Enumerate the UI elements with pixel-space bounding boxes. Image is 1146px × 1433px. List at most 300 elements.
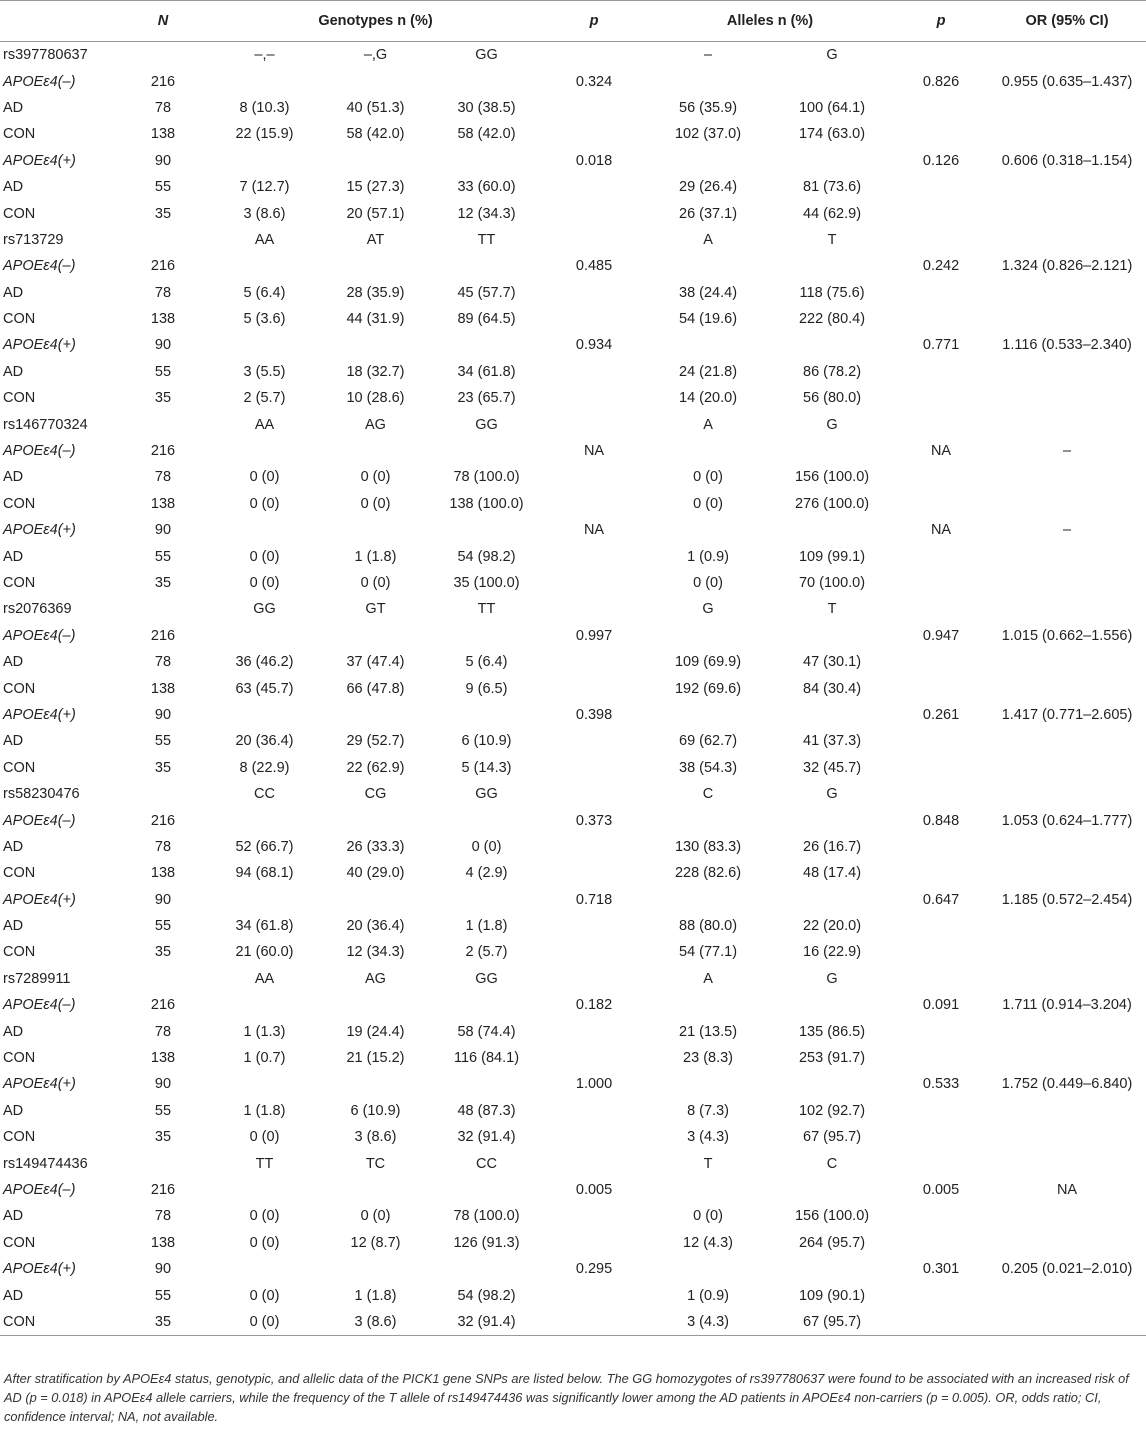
p-genotype-cell: [542, 570, 646, 596]
genotype-1-cell: 2 (5.7): [243, 390, 286, 407]
table-row: [0, 992, 1146, 1018]
p-genotype-cell: [542, 95, 646, 121]
or-cell: [988, 675, 1146, 701]
or-cell: 1.711 (0.914–3.204): [1002, 997, 1132, 1014]
n-cell: 55: [154, 918, 172, 935]
row-label: AD: [3, 99, 24, 116]
p-allele-cell: 0.242: [922, 258, 960, 275]
genotype-2-cell: 29 (52.7): [346, 733, 405, 750]
genotype-1-cell: 5 (6.4): [243, 284, 286, 301]
p-allele-cell: 0.947: [922, 627, 960, 644]
allele-1-cell: 192 (69.6): [674, 680, 742, 697]
or-cell: 1.752 (0.449–6.840): [1001, 1076, 1133, 1093]
n-cell: 138: [150, 680, 176, 697]
p-allele-cell: 0.005: [922, 1181, 960, 1198]
or-cell: [988, 570, 1146, 596]
allele-2-cell: [770, 1071, 894, 1097]
p-genotype-cell: 0.182: [575, 997, 613, 1014]
genotype-2-cell: 3 (8.6): [354, 1129, 397, 1146]
table-row: [0, 385, 1146, 411]
genotype-1-cell: [209, 623, 320, 649]
allele-2-cell: 86 (78.2): [803, 363, 862, 380]
p-genotype-cell: [542, 781, 646, 807]
allele-2-cell: 22 (20.0): [803, 918, 862, 935]
row-label: CON: [3, 311, 36, 328]
allele-2-cell: 222 (80.4): [798, 311, 866, 328]
table-row: [0, 359, 1146, 385]
allele-2-cell: [770, 807, 894, 833]
n-cell: 78: [154, 284, 172, 301]
p-allele-cell: [894, 280, 988, 306]
genotype-1-cell: 8 (22.9): [239, 759, 290, 776]
or-cell: [988, 860, 1146, 886]
genotype-1-cell: 0 (0): [209, 1309, 320, 1336]
row-label: CON: [3, 495, 36, 512]
n-cell: 90: [154, 152, 172, 169]
allele-2-cell: 253 (91.7): [798, 1050, 866, 1067]
genotype-2-cell: 0 (0): [360, 469, 391, 486]
allele-1-cell: 14 (20.0): [679, 390, 738, 407]
table-row: [0, 95, 1146, 121]
genotype-2-cell: 1 (1.8): [354, 1287, 397, 1304]
row-label: rs2076369: [3, 601, 72, 618]
genotype-2-cell: [320, 332, 431, 358]
row-label: APOEε4(+): [3, 337, 76, 354]
table-row: [0, 1309, 1146, 1336]
table-row: [0, 1230, 1146, 1256]
allele-1-cell: 12 (4.3): [683, 1234, 734, 1251]
p-allele-cell: [894, 1309, 988, 1336]
row-label: CON: [3, 944, 36, 961]
p-allele-cell: [894, 781, 988, 807]
table-row: [0, 1282, 1146, 1308]
p-allele-cell: [894, 42, 988, 69]
p-genotype-cell: [542, 1309, 646, 1336]
genotype-2-cell: [320, 438, 431, 464]
p-genotype-cell: [542, 1045, 646, 1071]
genotype-3-cell: [431, 887, 542, 913]
genotype-3-cell: 30 (38.5): [457, 99, 516, 116]
table-row: [0, 860, 1146, 886]
genotype-1-cell: 21 (60.0): [235, 944, 294, 961]
allele-1-cell: 0 (0): [693, 495, 723, 512]
genotype-3-cell: [431, 332, 542, 358]
allele-1-cell: A: [703, 970, 713, 987]
or-cell: [988, 1124, 1146, 1150]
n-cell: 90: [154, 891, 172, 908]
genotype-1-cell: [209, 253, 320, 279]
genotype-3-cell: 5 (6.4): [465, 654, 508, 671]
table-row: [0, 913, 1146, 939]
genotype-3-cell: [431, 148, 542, 174]
allele-2-cell: 16 (22.9): [803, 944, 862, 961]
n-cell: 138: [150, 1234, 176, 1251]
genotype-2-cell: [320, 807, 431, 833]
genotype-3-cell: 54 (98.2): [457, 548, 516, 565]
genotype-3-cell: [431, 253, 542, 279]
allele-1-cell: 23 (8.3): [683, 1050, 734, 1067]
allele-2-cell: [770, 1256, 894, 1282]
allele-1-cell: 38 (24.4): [679, 284, 738, 301]
allele-1-cell: [646, 1256, 770, 1282]
allele-2-cell: G: [826, 47, 838, 64]
p-allele-cell: [894, 649, 988, 675]
or-cell: [988, 95, 1146, 121]
genotype-2-cell: [320, 1177, 431, 1203]
genotype-2-cell: [320, 68, 431, 94]
table-row: [0, 939, 1146, 965]
table-row: [0, 1124, 1146, 1150]
p-allele-cell: [894, 1150, 988, 1176]
p-allele-cell: [894, 174, 988, 200]
table-row: [0, 42, 1146, 69]
genotype-2-cell: [320, 887, 431, 913]
genotype-3-cell: [431, 517, 542, 543]
genotype-3-cell: [431, 1177, 542, 1203]
genotype-1-cell: 94 (68.1): [235, 865, 294, 882]
p-allele-cell: [894, 359, 988, 385]
genotype-3-cell: 116 (84.1): [454, 1050, 520, 1067]
n-cell: 216: [150, 997, 176, 1014]
allele-1-cell: [646, 623, 770, 649]
genotype-2-cell: 28 (35.9): [346, 284, 405, 301]
table-row: [0, 227, 1146, 253]
table-row: [0, 623, 1146, 649]
genotype-1-cell: 1 (0.7): [243, 1050, 286, 1067]
or-cell: [988, 411, 1146, 437]
n-cell: 216: [150, 812, 176, 829]
genotype-2-cell: 40 (29.0): [346, 865, 405, 882]
genotype-1-cell: AA: [254, 231, 275, 248]
table-row: [0, 121, 1146, 147]
genotype-3-cell: 58 (74.4): [457, 1023, 516, 1040]
row-label: AD: [3, 733, 24, 750]
n-cell: 138: [150, 1050, 176, 1067]
allele-1-cell: 26 (37.1): [679, 205, 738, 222]
row-label: CON: [3, 865, 36, 882]
or-cell: [988, 834, 1146, 860]
allele-1-cell: A: [703, 416, 713, 433]
allele-1-cell: [646, 807, 770, 833]
genotype-1-cell: 0 (0): [249, 575, 280, 591]
allele-1-cell: [646, 1177, 770, 1203]
p-genotype-cell: [542, 1150, 646, 1176]
or-cell: [988, 755, 1146, 781]
or-cell: 0.606 (0.318–1.154): [1001, 152, 1133, 169]
p-genotype-cell: [542, 728, 646, 754]
genotype-2-cell: GT: [365, 601, 386, 618]
table-row: [0, 306, 1146, 332]
table-row: [0, 148, 1146, 174]
genotype-1-cell: [209, 1177, 320, 1203]
row-label: AD: [3, 1208, 24, 1225]
genotype-2-cell: AG: [365, 416, 386, 433]
genotype-3-cell: [431, 438, 542, 464]
n-cell: 55: [154, 363, 172, 380]
row-label: rs58230476: [3, 786, 80, 803]
allele-1-cell: 54 (77.1): [679, 944, 738, 961]
row-label: APOEε4(–): [3, 812, 76, 829]
genotype-2-cell: 3 (8.6): [320, 1309, 431, 1336]
header-or: OR (95% CI): [988, 1, 1146, 42]
p-genotype-cell: [542, 1018, 646, 1044]
p-allele-cell: 0.533: [922, 1076, 960, 1093]
allele-2-cell: 67 (95.7): [803, 1129, 862, 1146]
allele-1-cell: 3 (4.3): [687, 1129, 729, 1146]
or-cell: [988, 1282, 1146, 1308]
p-allele-cell: [894, 675, 988, 701]
table-row: [0, 675, 1146, 701]
table-row: [0, 464, 1146, 490]
allele-2-cell: C: [826, 1155, 838, 1172]
row-label: APOEε4(+): [3, 1261, 76, 1278]
p-allele-cell: 0.301: [922, 1261, 960, 1278]
n-cell: [117, 411, 209, 437]
genotype-1-cell: 0 (0): [249, 469, 280, 486]
p-genotype-cell: NA: [583, 443, 605, 460]
table-row: [0, 200, 1146, 226]
p-allele-cell: 0.771: [922, 337, 960, 354]
n-cell: 55: [154, 1102, 172, 1119]
or-cell: [988, 174, 1146, 200]
genotype-3-cell: 12 (34.3): [457, 205, 516, 222]
table-row: [0, 781, 1146, 807]
genotype-2-cell: [320, 992, 431, 1018]
p-allele-cell: [894, 1018, 988, 1044]
p-allele-cell: [894, 1203, 988, 1229]
or-cell: 0.955 (0.635–1.437): [1001, 73, 1133, 90]
p-genotype-cell: 0.398: [575, 706, 613, 723]
genotype-2-cell: 37 (47.4): [346, 654, 405, 671]
allele-1-cell: [646, 1071, 770, 1097]
genotype-2-cell: 21 (15.2): [346, 1050, 405, 1067]
allele-1-cell: 109 (69.9): [674, 654, 742, 671]
row-label: CON: [3, 1129, 36, 1146]
allele-2-cell: 81 (73.6): [803, 179, 862, 196]
p-genotype-cell: [542, 1124, 646, 1150]
or-cell: [988, 200, 1146, 226]
row-label: rs149474436: [3, 1155, 88, 1172]
p-genotype-cell: [542, 280, 646, 306]
n-cell: 35: [117, 1309, 209, 1336]
table-row: [0, 1256, 1146, 1282]
header-row: [0, 1, 1146, 42]
genotype-3-cell: GG: [475, 970, 498, 987]
genotype-1-cell: 63 (45.7): [235, 680, 294, 697]
or-cell: [988, 280, 1146, 306]
genotype-2-cell: 0 (0): [360, 1208, 391, 1225]
p-genotype-cell: [542, 1203, 646, 1229]
allele-1-cell: G: [702, 601, 714, 618]
allele-1-cell: 130 (83.3): [674, 838, 742, 855]
p-allele-cell: [894, 860, 988, 886]
genotype-1-cell: [209, 517, 320, 543]
or-cell: [988, 1018, 1146, 1044]
genotype-3-cell: 1 (1.8): [465, 918, 508, 935]
table-row: [0, 834, 1146, 860]
genotype-1-cell: [209, 1256, 320, 1282]
allele-2-cell: G: [826, 970, 838, 987]
genotype-3-cell: 33 (60.0): [457, 179, 516, 196]
or-cell: [988, 464, 1146, 490]
p-genotype-cell: 0.324: [575, 73, 613, 90]
row-label: AD: [3, 548, 24, 565]
allele-2-cell: 100 (64.1): [798, 99, 866, 116]
table-row: [0, 438, 1146, 464]
genotype-3-cell: 48 (87.3): [457, 1102, 516, 1119]
table-row: [0, 253, 1146, 279]
row-label: AD: [3, 918, 24, 935]
genotype-1-cell: [209, 148, 320, 174]
genotype-3-cell: TT: [477, 231, 496, 248]
table-footnote: After stratification by APOEε4 status, genotypic, and allelic data of the PICK1 gene SNPs are listed below. The GG homozygotes of rs397780637 were found to be associated with an increased risk of AD (p = 0.018) in APOEε4 allele carriers, while the frequency of the T allele of rs149474436 was significantly lower among the AD patients in APOEε4 non-carriers (p = 0.005). OR, odds ratio; CI, confidence interval; NA, not available.: [4, 1371, 1129, 1424]
n-cell: 90: [154, 522, 172, 539]
p-genotype-cell: [542, 174, 646, 200]
allele-1-cell: 88 (80.0): [679, 918, 738, 935]
table-row: [0, 1150, 1146, 1176]
genotype-3-cell: 138 (100.0): [449, 495, 524, 512]
p-genotype-cell: [542, 227, 646, 253]
allele-2-cell: [770, 148, 894, 174]
allele-1-cell: [646, 148, 770, 174]
allele-2-cell: 135 (86.5): [798, 1023, 866, 1040]
row-label: AD: [3, 284, 24, 301]
n-cell: 55: [154, 179, 172, 196]
n-cell: 35: [154, 1129, 172, 1146]
n-cell: 216: [150, 1181, 176, 1198]
p-genotype-cell: [542, 491, 646, 517]
or-cell: [988, 227, 1146, 253]
genotype-3-cell: 126 (91.3): [453, 1234, 520, 1251]
p-genotype-cell: [542, 464, 646, 490]
n-cell: 138: [150, 495, 176, 512]
or-cell: [988, 1150, 1146, 1176]
genotype-1-cell: 22 (15.9): [235, 126, 294, 143]
allele-2-cell: [770, 887, 894, 913]
genotype-2-cell: AG: [365, 970, 386, 987]
genotype-2-cell: [320, 623, 431, 649]
n-cell: 35: [154, 205, 172, 222]
p-allele-cell: [894, 913, 988, 939]
allele-1-cell: [646, 438, 770, 464]
genotype-1-cell: [209, 332, 320, 358]
or-cell: 1.185 (0.572–2.454): [1001, 891, 1133, 908]
genotype-1-cell: 0 (0): [249, 1234, 280, 1251]
genotype-3-cell: 32 (91.4): [457, 1129, 516, 1146]
row-label: AD: [3, 1102, 24, 1119]
table-row: [0, 755, 1146, 781]
table-row: [0, 1098, 1146, 1124]
p-genotype-cell: 0.997: [575, 627, 613, 644]
genotype-1-cell: [209, 887, 320, 913]
p-genotype-cell: [542, 306, 646, 332]
genotype-2-cell: [320, 148, 431, 174]
or-cell: [988, 966, 1146, 992]
table-row: [0, 596, 1146, 622]
genotype-3-cell: 89 (64.5): [457, 311, 516, 328]
or-cell: [988, 42, 1146, 69]
row-label: CON: [3, 1234, 36, 1251]
n-cell: 35: [154, 759, 172, 776]
genotype-1-cell: 0 (0): [249, 1129, 280, 1146]
genotype-2-cell: 0 (0): [360, 575, 391, 591]
genotype-2-cell: 19 (24.4): [346, 1023, 405, 1040]
n-cell: 216: [150, 627, 176, 644]
allele-2-cell: 70 (100.0): [798, 575, 866, 591]
genotype-2-cell: [320, 1256, 431, 1282]
genotype-2-cell: 22 (62.9): [346, 759, 405, 776]
genotype-3-cell: [431, 807, 542, 833]
p-genotype-cell: 1.000: [575, 1076, 613, 1093]
allele-1-cell: 54 (19.6): [679, 311, 738, 328]
n-cell: 216: [150, 258, 176, 275]
p-genotype-cell: [542, 966, 646, 992]
n-cell: 78: [154, 469, 172, 486]
allele-2-cell: [770, 517, 894, 543]
genotype-1-cell: 5 (3.6): [243, 311, 286, 328]
genotype-2-cell: 15 (27.3): [346, 179, 405, 196]
or-cell: 1.417 (0.771–2.605): [1001, 706, 1133, 723]
genotype-3-cell: 6 (10.9): [461, 733, 512, 750]
p-allele-cell: 0.126: [922, 152, 960, 169]
or-cell: [988, 913, 1146, 939]
n-cell: 55: [154, 733, 172, 750]
genotype-3-cell: GG: [475, 786, 498, 803]
n-cell: [117, 42, 209, 69]
genotype-1-cell: 52 (66.7): [235, 838, 294, 855]
row-label: CON: [3, 205, 36, 222]
genotype-2-cell: 44 (31.9): [346, 311, 405, 328]
genotype-3-cell: 78 (100.0): [453, 469, 520, 486]
allele-1-cell: [646, 253, 770, 279]
or-cell: [988, 385, 1146, 411]
table-row: [0, 966, 1146, 992]
genotype-1-cell: [209, 438, 320, 464]
allele-2-cell: 44 (62.9): [803, 205, 862, 222]
genotype-1-cell: 3 (5.5): [243, 363, 286, 380]
or-cell: [988, 359, 1146, 385]
p-allele-cell: [894, 411, 988, 437]
row-label: rs146770324: [3, 416, 88, 433]
p-genotype-cell: [542, 359, 646, 385]
row-label: APOEε4(+): [3, 522, 76, 539]
or-cell: –: [1062, 522, 1072, 539]
allele-1-cell: 56 (35.9): [679, 99, 738, 116]
n-cell: 216: [150, 443, 176, 460]
or-cell: [988, 491, 1146, 517]
genotype-3-cell: GG: [475, 416, 498, 433]
genotype-2-cell: 40 (51.3): [346, 99, 405, 116]
allele-1-cell: 1 (0.9): [687, 548, 729, 565]
allele-2-cell: [770, 332, 894, 358]
n-cell: [117, 966, 209, 992]
p-allele-cell: [894, 966, 988, 992]
allele-1-cell: A: [703, 231, 713, 248]
genotype-1-cell: 8 (10.3): [239, 99, 290, 116]
p-genotype-cell: [542, 42, 646, 69]
row-label: CON: [3, 126, 36, 143]
genotype-3-cell: [431, 992, 542, 1018]
row-label: rs397780637: [3, 47, 88, 64]
table-row: [0, 1203, 1146, 1229]
genotype-1-cell: GG: [253, 601, 276, 618]
p-genotype-cell: [542, 411, 646, 437]
p-allele-cell: [894, 543, 988, 569]
allele-1-cell: 102 (37.0): [674, 126, 742, 143]
or-cell: NA: [1056, 1181, 1078, 1198]
allele-1-cell: 0 (0): [693, 575, 723, 591]
genotype-1-cell: [209, 1071, 320, 1097]
